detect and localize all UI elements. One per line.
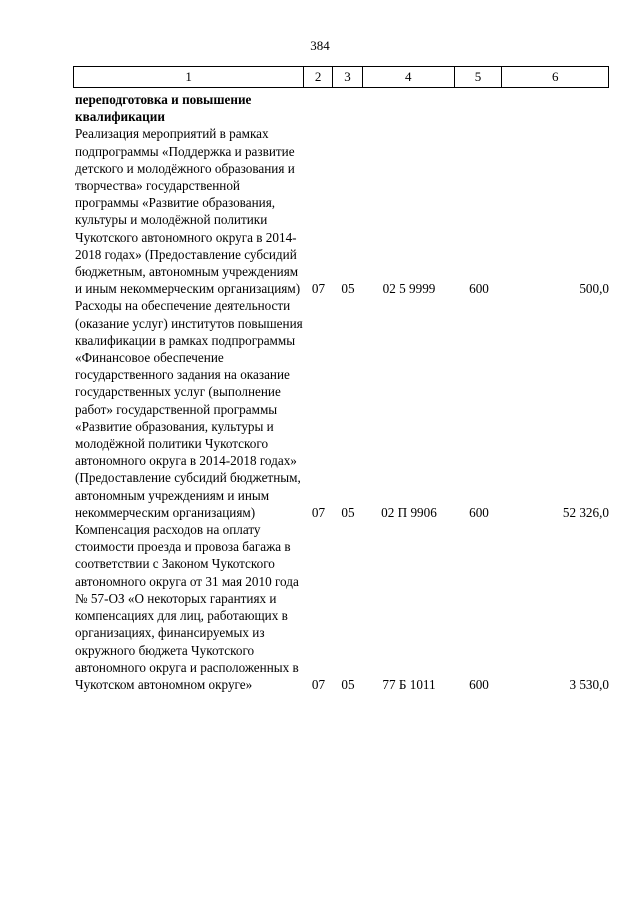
row-description: Компенсация расходов на оплату стоимости проезда и провоза багажа в соответствии с Законом Чукотского автономного округа от 31 мая 2010 года № 57-ОЗ «О некоторых гарантиях и компенсациях для лиц, работающих в организациях, финансируемых из окружного бюджета Чукотского автономного округа и расположенных в Чукотском автономном округе» [75,522,299,692]
row-expense-type: 600 [469,281,489,297]
row-section: 07 [311,281,326,297]
row-description: Реализация мероприятий в рамках подпрограммы «Поддержка и развитие детского и молодёжного образования и творчества» государственной программы «Развитие образования, культуры и молодёжной политики Чукотского автономного округа в 2014-2018 годах» (Предоставление субсидий бюджетным, автономным учреждениям и иным некоммерческим организациям) [75,126,301,297]
table-header-row [73,66,609,88]
row-target-code: 02 П 9906 [381,504,437,520]
row-amount: 52 326,0 [562,504,609,520]
row-target-code: 02 5 9999 [382,281,436,297]
table-row [73,125,609,297]
page-number: 384 [310,38,330,53]
table-row [73,297,609,521]
column-header-5: 5 [455,67,503,87]
column-header-3: 3 [333,67,363,87]
column-header-4: 4 [363,67,455,87]
column-header-6: 6 [551,69,559,84]
table-row [73,91,609,125]
row-section: 07 [311,504,326,520]
table-row [73,521,609,693]
row-expense-type: 600 [469,504,489,520]
row-description: Расходы на обеспечение деятельности (оказание услуг) институтов повышения квалификации в рамках подпрограммы «Финансовое обеспечение государственного задания на оказание государственных услуг (выполнение работ» государственной программы «Развитие образования, культуры и молодёжной политики Чукотского автономного округа в 2014-2018 годах» (Предоставление субсидий бюджетным, автономным учреждениям и иным некоммерческим организациям) [75,298,303,520]
column-header-2: 2 [304,67,333,87]
row-subsection: 05 [341,676,355,692]
row-target-code: 77 Б 1011 [382,676,436,692]
row-subsection: 05 [341,504,355,520]
row-subsection: 05 [341,281,355,297]
row-section: 07 [311,676,326,692]
row-amount: 500,0 [579,281,609,297]
column-header-1: 1 [74,67,304,87]
row-expense-type: 600 [469,676,489,692]
row-description: переподготовка и повышение квалификации [75,92,252,125]
table-body [73,91,609,693]
row-amount: 3 530,0 [569,676,609,692]
